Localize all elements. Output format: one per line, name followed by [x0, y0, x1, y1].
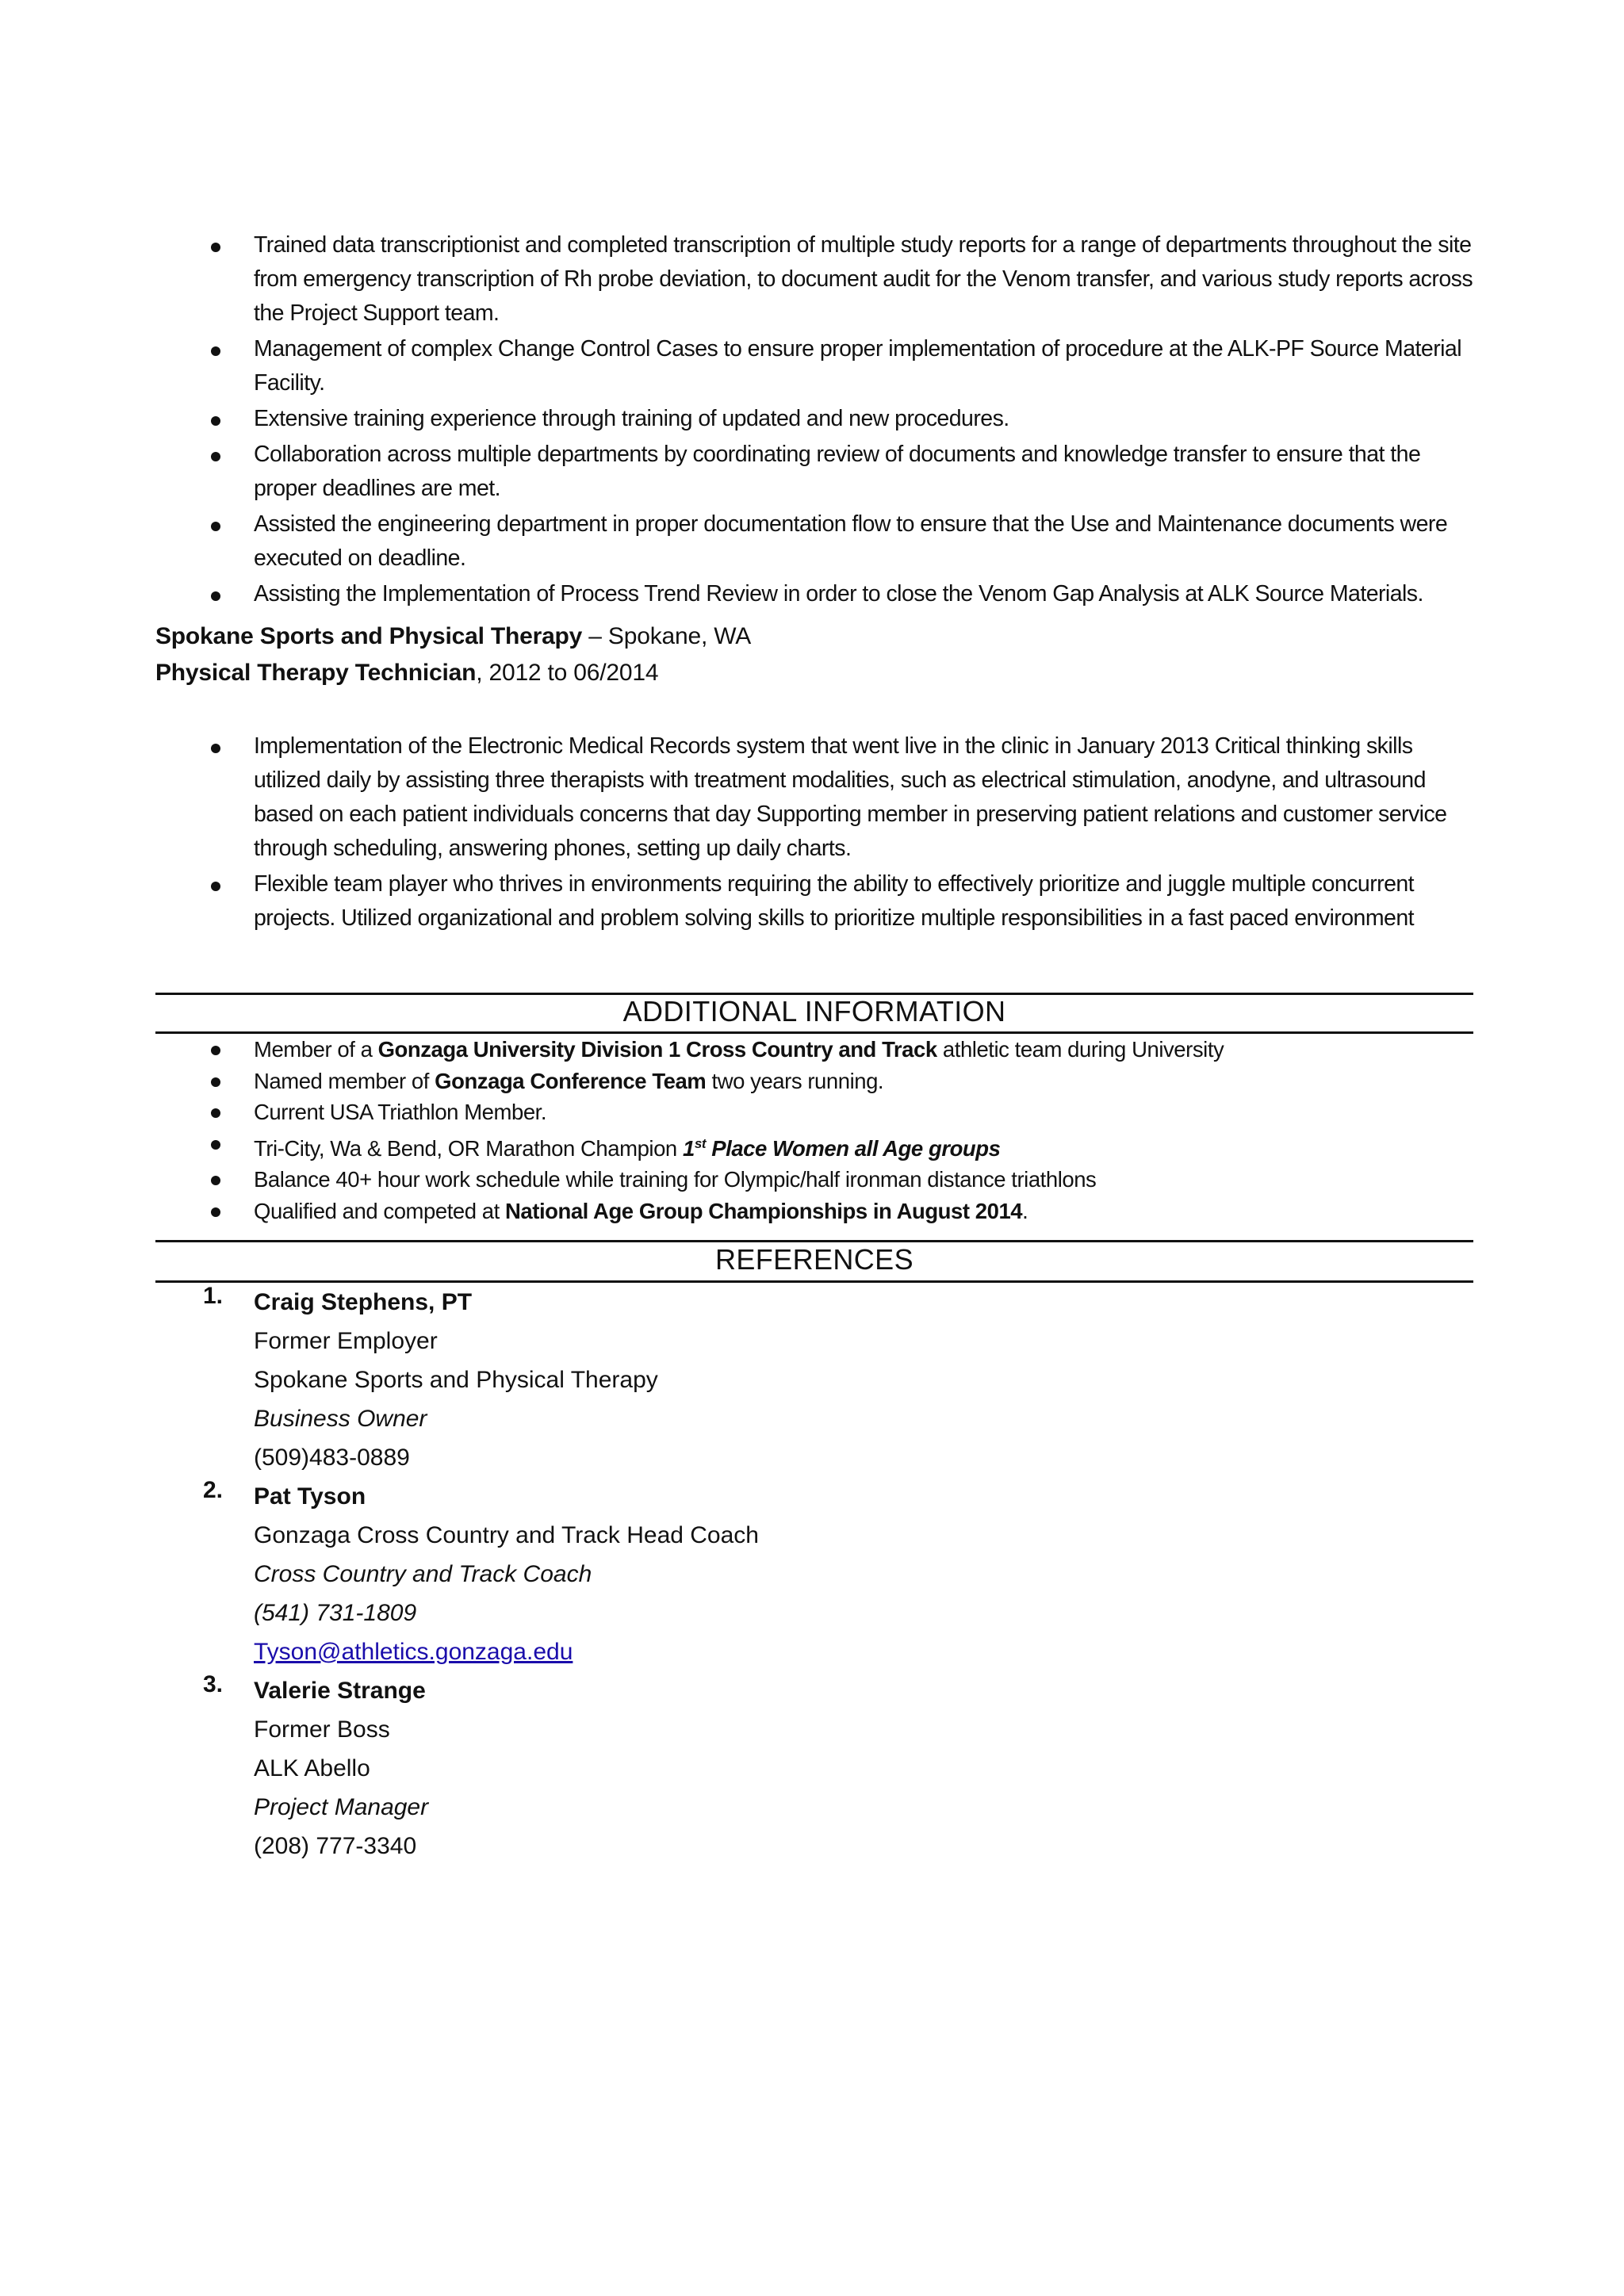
bullet-icon — [211, 1077, 220, 1087]
placement-suffix: st — [694, 1135, 707, 1151]
bullet-text: Member of a — [254, 1037, 378, 1062]
bullet-icon — [211, 452, 220, 461]
list-item — [155, 1128, 1476, 1165]
job-location: – Spokane, WA — [582, 623, 752, 649]
bullet-icon — [211, 416, 220, 426]
reference-number: 2. — [203, 1477, 224, 1503]
bullet-text: two years running. — [706, 1068, 884, 1093]
reference-relation: Former Employer — [254, 1328, 438, 1354]
list-item — [155, 867, 1476, 936]
bullet-text: Current USA Triathlon Member. — [254, 1100, 547, 1124]
section-rule-top — [155, 1240, 1473, 1242]
bullet-icon — [211, 522, 220, 531]
reference-organization: ALK Abello — [254, 1755, 370, 1781]
list-item — [155, 1034, 1476, 1066]
list-item — [155, 1196, 1476, 1227]
bullet-icon — [211, 1108, 220, 1118]
reference-role: Business Owner — [254, 1406, 427, 1432]
bullet-icon — [211, 591, 220, 601]
bullet-text: Balance 40+ hour work schedule while training for Olympic/half ironman distance triathlons — [254, 1167, 1097, 1192]
reference-entry — [155, 1477, 1473, 1671]
reference-number: 3. — [203, 1671, 224, 1697]
list-item — [155, 438, 1476, 506]
job-title-line — [155, 660, 658, 687]
bullet-icon — [211, 1140, 220, 1150]
job-title: Physical Therapy Technician — [155, 660, 477, 686]
bullet-text: Assisting the Implementation of Process Trend Review in order to close the Venom Gap Analysis at ALK Source Materials. — [254, 581, 1423, 607]
additional-info-list — [155, 1034, 1476, 1226]
bullet-text: Management of complex Change Control Cases to ensure proper implementation of procedure at the ALK-PF Source Material Facility. — [254, 336, 1461, 396]
list-item — [155, 332, 1476, 400]
bullet-bold-text: National Age Group Championships in August 2014 — [504, 1198, 1023, 1223]
bullet-icon — [211, 243, 220, 252]
references-heading: REFERENCES — [714, 1243, 914, 1276]
reference-phone: (509)483-0889 — [254, 1445, 410, 1471]
list-item — [155, 507, 1476, 576]
list-item — [155, 1164, 1476, 1196]
job-dates: , 2012 to 06/2014 — [476, 660, 659, 686]
references-list — [155, 1283, 1473, 1866]
bullet-bold-text: Gonzaga University Division 1 Cross Country and Track — [377, 1037, 937, 1062]
bullet-bold-text: Place Women all Age groups — [706, 1135, 1001, 1161]
bullet-icon — [211, 1046, 220, 1055]
bullet-text: athletic team during University — [936, 1037, 1224, 1062]
reference-email-link[interactable]: Tyson@athletics.gonzaga.edu — [254, 1639, 573, 1665]
list-item — [155, 1066, 1476, 1097]
reference-entry — [155, 1671, 1473, 1866]
pt-bullet-list — [155, 729, 1476, 937]
bullet-bold-text: Gonzaga Conference Team — [435, 1068, 707, 1093]
bullet-icon — [211, 346, 220, 356]
reference-organization: Gonzaga Cross Country and Track Head Coach — [254, 1522, 759, 1548]
reference-role: Cross Country and Track Coach — [254, 1561, 592, 1587]
list-item — [155, 402, 1476, 436]
bullet-text: Trained data transcriptionist and completed transcription of multiple study reports for a range of departments throughout the site from emergency transcription of Rh probe deviation, to document audit for the Venom transfer, and various study reports across the Project Support team. — [254, 232, 1473, 326]
placement-number: 1 — [682, 1135, 695, 1161]
bullet-icon — [211, 744, 220, 753]
bullet-text: Flexible team player who thrives in environments requiring the ability to effectively prioritize and juggle multiple concurrent projects. Utilized organizational and problem solving skills to prioritize multiple responsibilities in a fast paced environment — [254, 871, 1415, 931]
reference-entry — [155, 1283, 1473, 1477]
bullet-text: Assisted the engineering department in proper documentation flow to ensure that the Use and Maintenance documents were executed on deadline. — [254, 511, 1448, 571]
list-item — [155, 228, 1476, 331]
bullet-text: . — [1022, 1198, 1028, 1223]
reference-name: Valerie Strange — [254, 1678, 426, 1704]
additional-info-heading: ADDITIONAL INFORMATION — [622, 995, 1006, 1027]
list-item — [155, 729, 1476, 866]
reference-name: Pat Tyson — [254, 1483, 366, 1510]
job-employer-line — [155, 623, 751, 650]
reference-phone: (541) 731-1809 — [254, 1600, 417, 1626]
bullet-text: Qualified and competed at — [254, 1198, 505, 1223]
job-employer: Spokane Sports and Physical Therapy — [155, 623, 583, 649]
bullet-text: Extensive training experience through training of updated and new procedures. — [254, 406, 1009, 431]
bullet-icon — [211, 1176, 220, 1185]
experience-bullet-list — [155, 228, 1476, 613]
reference-organization: Spokane Sports and Physical Therapy — [254, 1367, 658, 1393]
reference-role: Project Manager — [254, 1794, 429, 1820]
bullet-icon — [211, 882, 220, 891]
list-item — [155, 1096, 1476, 1128]
bullet-text: Named member of — [254, 1068, 435, 1093]
reference-number: 1. — [203, 1283, 224, 1309]
reference-relation: Former Boss — [254, 1716, 390, 1743]
reference-name: Craig Stephens, PT — [254, 1289, 473, 1315]
bullet-text: Tri-City, Wa & Bend, OR Marathon Champion — [254, 1135, 683, 1161]
bullet-text: Collaboration across multiple departments by coordinating review of documents and knowledge transfer to ensure that the proper deadlines are met. — [254, 442, 1421, 501]
list-item — [155, 577, 1476, 611]
reference-phone: (208) 777-3340 — [254, 1833, 417, 1859]
bullet-icon — [211, 1207, 220, 1217]
bullet-text: Implementation of the Electronic Medical Records system that went live in the clinic in January 2013 Critical thinking skills utilized daily by assisting three therapists with treatment modalities, such as electrical stimulation, anodyne, and ultrasound based on each patient individuals concerns that day Supporting member in preserving patient relations and customer service through scheduling, answering phones, setting up daily charts. — [254, 733, 1447, 861]
